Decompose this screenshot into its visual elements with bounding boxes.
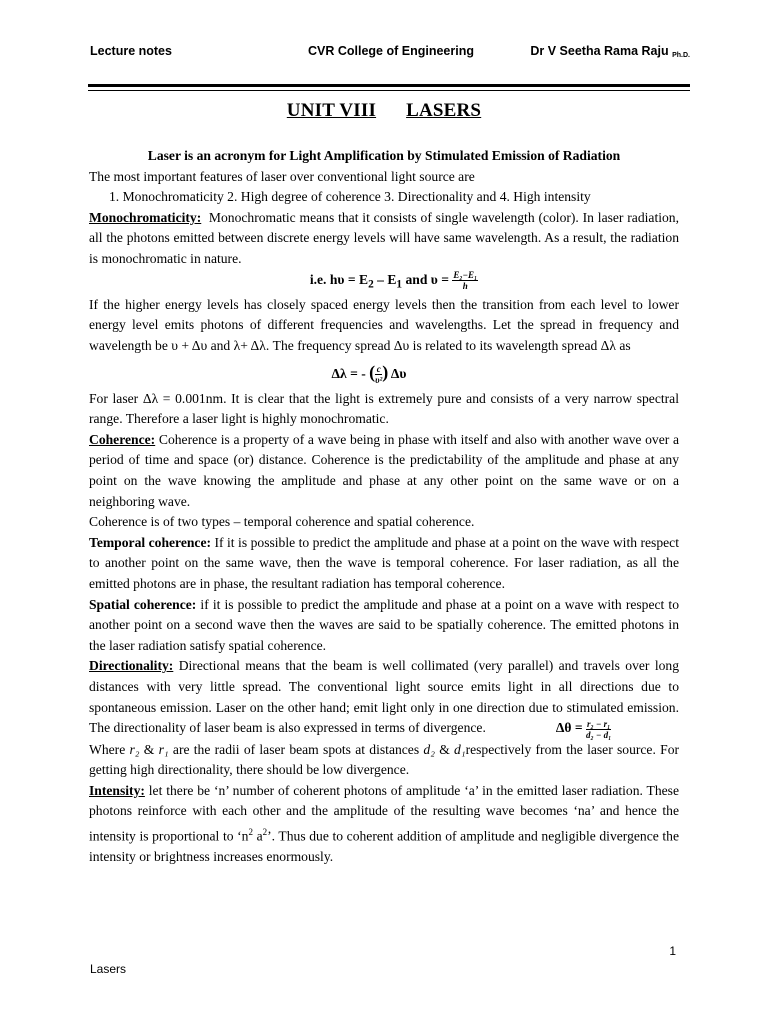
eq-fraction [452,270,478,291]
page-number: 1 [669,944,676,958]
eq-and: and υ = [402,271,453,287]
where-r2: r₂ [129,741,140,757]
where-c: respectively from the laser source. For getting high directionality, there should be low divergence. [89,741,680,778]
where-amp1: & [139,741,159,757]
temporal-paragraph [89,533,679,595]
intensity-sup1: 2 [248,826,253,837]
div-eq-denominator: d₂ − d₁ [586,729,612,740]
directionality-text: Directional means that the beam is well collimated (very parallel) and travels over long distances with very little spread. The conventional light source emits light in all directions due to spontaneous emission. Laser on the other hand; emit light only in one direction due to stimulated emission. The directionality of laser beam is also expressed in terms of divergence. [89,658,679,736]
coherence-heading: Coherence: [89,431,156,447]
eq-prefix: i.e. hυ = E [309,271,369,287]
unit-title: UNIT VIII [286,100,377,121]
mono-paragraph-3: For laser Δλ = 0.001nm. It is clear that the light is extremely pure and consists of a very narrow spectral range. Therefore a laser light is highly monochromatic. [89,390,679,427]
spatial-text: if it is possible to predict the amplitude and phase at a point on a wave with respect to another point on a second wave then the waves are said to be spatially coherence. The emitted photons in the laser radiation satisfy spatial coherence. [89,596,679,653]
temporal-text: If it is possible to predict the amplitude and phase at a point on the wave with respect to another point on the same wave, then the wave is temporal coherence. For laser radiation, as all the emitted photons are in phase, the resultant radiation has temporal coherence. [89,534,679,591]
mono-paragraph [89,208,679,270]
eq-sub1: 1 [396,278,403,291]
acronym-line: Laser is an acronym for Light Amplification by Stimulated Emission of Radiation [147,148,621,163]
eq-sub2: 2 [368,278,374,291]
eq-mid: – E [373,271,397,287]
divergence-equation [555,718,612,740]
mono-heading: Monochromaticity: [89,209,202,225]
eq2-prefix: Δλ = - [331,365,370,381]
header-right [530,44,690,59]
temporal-heading: Temporal coherence: [89,534,212,550]
where-paragraph [89,740,679,781]
intensity-sup2: 2 [262,826,268,837]
eq2-suffix: Δυ [388,365,407,381]
spatial-heading: Spatial coherence: [89,596,197,612]
author-name: Dr V Seetha Rama Raju [530,44,669,58]
where-amp2: & [434,741,455,757]
eq2-numerator: c [376,364,381,375]
header-center: CVR College of Engineering [308,44,474,58]
eq-numerator: E₂−E₁ [453,269,478,280]
intensity-heading: Intensity: [89,782,145,798]
where-r1: r₁ [158,741,169,757]
coherence-text: Coherence is a property of a wave being in phase with itself and also with another wave over a period of time and space (or) distance. Coherence is the predictability of the amplitude and phase at any point on the wave knowing the amplitude and phase at any other point on the same wave or on a neighboring wave. [89,431,679,509]
eq2-denominator: υ² [375,375,383,386]
div-eq-numerator: r₂ − r₁ [587,718,611,729]
intensity-text-a: let there be ‘n’ number of coherent photons of amplitude ‘a’ in the emitted laser radiation. These photons reinforce with each other and the amplitude of the resulting wave becomes ‘na’ and hence the intensity is proportional to ‘n [89,782,680,844]
footer-label: Lasers [90,962,127,976]
eq-denominator: h [462,280,468,291]
features-list: 1. Monochromaticity 2. High degree of coherence 3. Directionality and 4. High intensity [109,189,591,205]
header-rule-thin [88,90,690,91]
page-title [0,100,768,122]
header-left: Lecture notes [90,44,172,58]
features-intro: The most important features of laser over conventional light source are [89,168,475,184]
spatial-paragraph [89,595,679,657]
directionality-paragraph [89,656,679,739]
energy-equation [89,270,679,295]
div-eq-fraction [586,719,611,740]
where-d1: d₁ [454,741,466,757]
mono-paragraph-2: If the higher energy levels has closely spaced energy levels then the transition from each level to lower energy level emits photons of different frequencies and wavelengths. Let the spread in frequency and wavelength be υ + Δυ and λ+ Δλ. The frequency spread Δυ is related to its wavelength spread Δλ as [89,296,679,354]
header-rule-thick [88,84,690,87]
where-b: are the radii of laser beam spots at distances [168,741,424,757]
div-eq-prefix: Δθ = [555,720,587,736]
document-body [89,146,679,868]
coherence-paragraph [89,430,679,512]
intensity-text-b: a [252,828,263,844]
where-d2: d₂ [423,741,435,757]
author-degree: Ph.D. [672,52,690,59]
intensity-text-c: ’. Thus due to coherent addition of amplitude and negligible divergence the intensity or brightness increases enormously. [89,828,679,865]
spread-equation: Δλ = - ( $\frac{c}{\text{υ²}}$ ) Δυ [331,361,407,386]
topic-title: LASERS [406,100,482,121]
coherence-types: Coherence is of two types – temporal coherence and spatial coherence. [89,514,475,530]
intensity-paragraph [89,781,679,868]
directionality-heading: Directionality: [89,658,174,674]
mono-text: Monochromatic means that it consists of single wavelength (color). In laser radiation, all the photons emitted between discrete energy levels will have same wavelength. As a result, the radiation is monochromatic in nature. [89,209,679,266]
where-a: Where [89,741,130,757]
